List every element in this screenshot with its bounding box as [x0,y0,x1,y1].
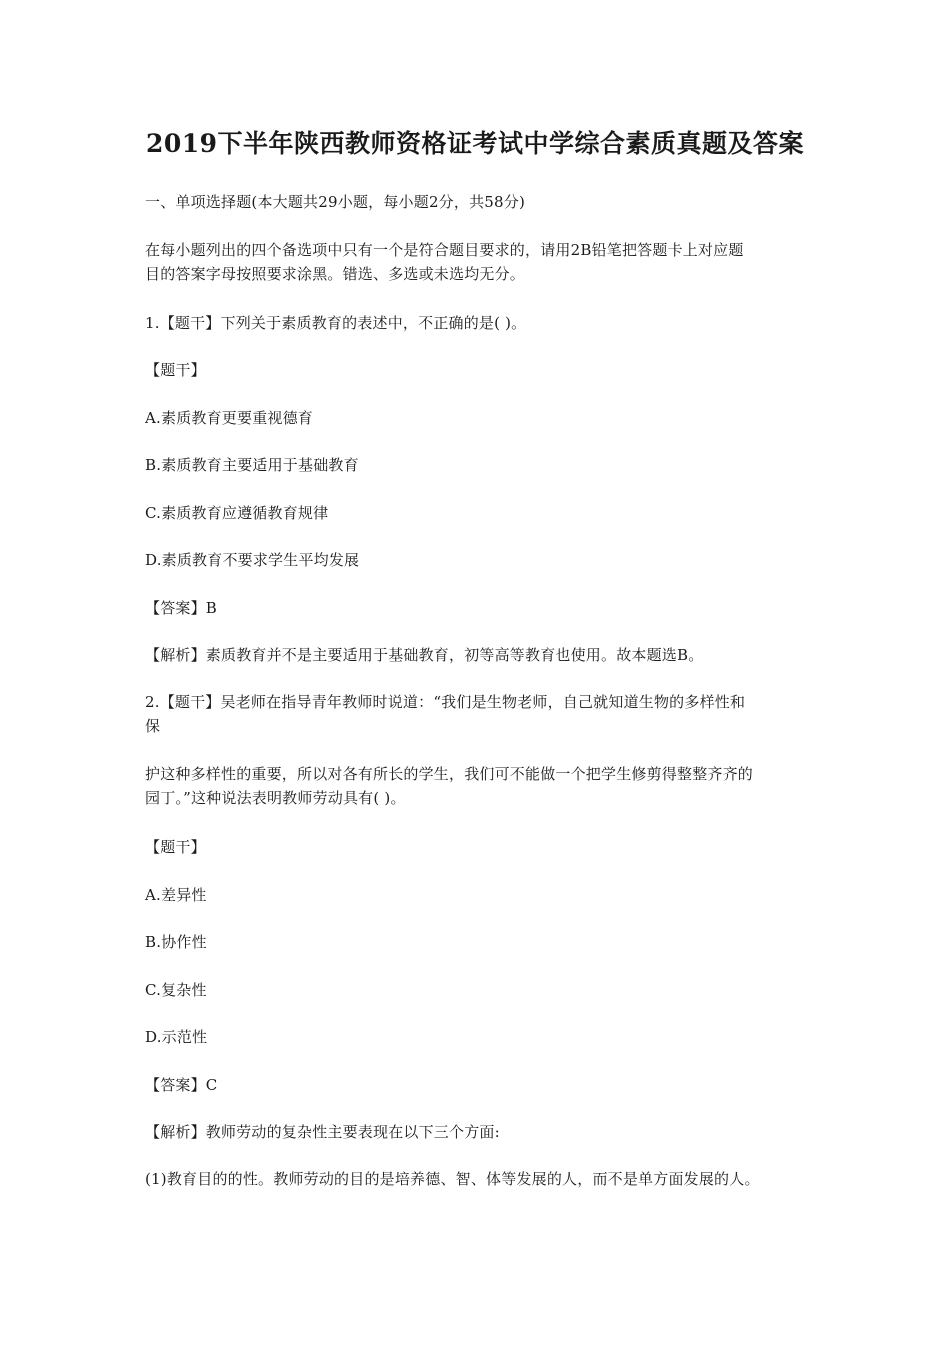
question-2-option-d: D.示范性 [145,1028,208,1046]
question-1-stem-tag: 【题干】 [145,361,206,379]
question-1-option-c: C.素质教育应遵循教育规律 [145,504,329,522]
question-2-analysis-point: (1)教育目的的性。教师劳动的目的是培养德、智、体等发展的人，而不是单方面发展的人。 [145,1170,760,1188]
section-heading: 一、单项选择题(本大题共29小题，每小题2分，共58分) [145,193,526,211]
question-2-option-a: A.差异性 [145,886,207,904]
question-1-analysis: 【解析】素质教育并不是主要适用于基础教育，初等高等教育也使用。故本题选B。 [145,646,704,664]
question-2-stem: 保 [145,717,161,735]
question-1-option-d: D.素质教育不要求学生平均发展 [145,551,360,569]
question-1-stem: 1.【题干】下列关于素质教育的表述中，不正确的是( )。 [145,314,527,332]
instructions-line: 目的答案字母按照要求涂黑。错选、多选或未选均无分。 [145,265,526,283]
question-2-option-b: B.协作性 [145,933,207,951]
document-title: 2019下半年陕西教师资格证考试中学综合素质真题及答案 [145,129,805,158]
question-2-answer: 【答案】C [145,1076,218,1094]
question-1-option-a: A.素质教育更要重视德育 [145,409,314,427]
question-2-stem: 园丁。”这种说法表明教师劳动具有( )。 [145,789,406,807]
instructions-line: 在每小题列出的四个备选项中只有一个是符合题目要求的，请用2B铅笔把答题卡上对应题 [145,241,744,259]
question-2-stem: 2.【题干】吴老师在指导青年教师时说道：“我们是生物老师，自己就知道生物的多样性和 [145,693,746,711]
question-2-stem-tag: 【题干】 [145,838,206,856]
question-1-answer: 【答案】B [145,599,218,617]
question-2-option-c: C.复杂性 [145,981,207,999]
question-2-analysis: 【解析】教师劳动的复杂性主要表现在以下三个方面: [145,1123,500,1141]
question-1-option-b: B.素质教育主要适用于基础教育 [145,456,359,474]
question-2-stem: 护这种多样性的重要，所以对各有所长的学生，我们可不能做一个把学生修剪得整整齐齐的 [145,765,754,783]
